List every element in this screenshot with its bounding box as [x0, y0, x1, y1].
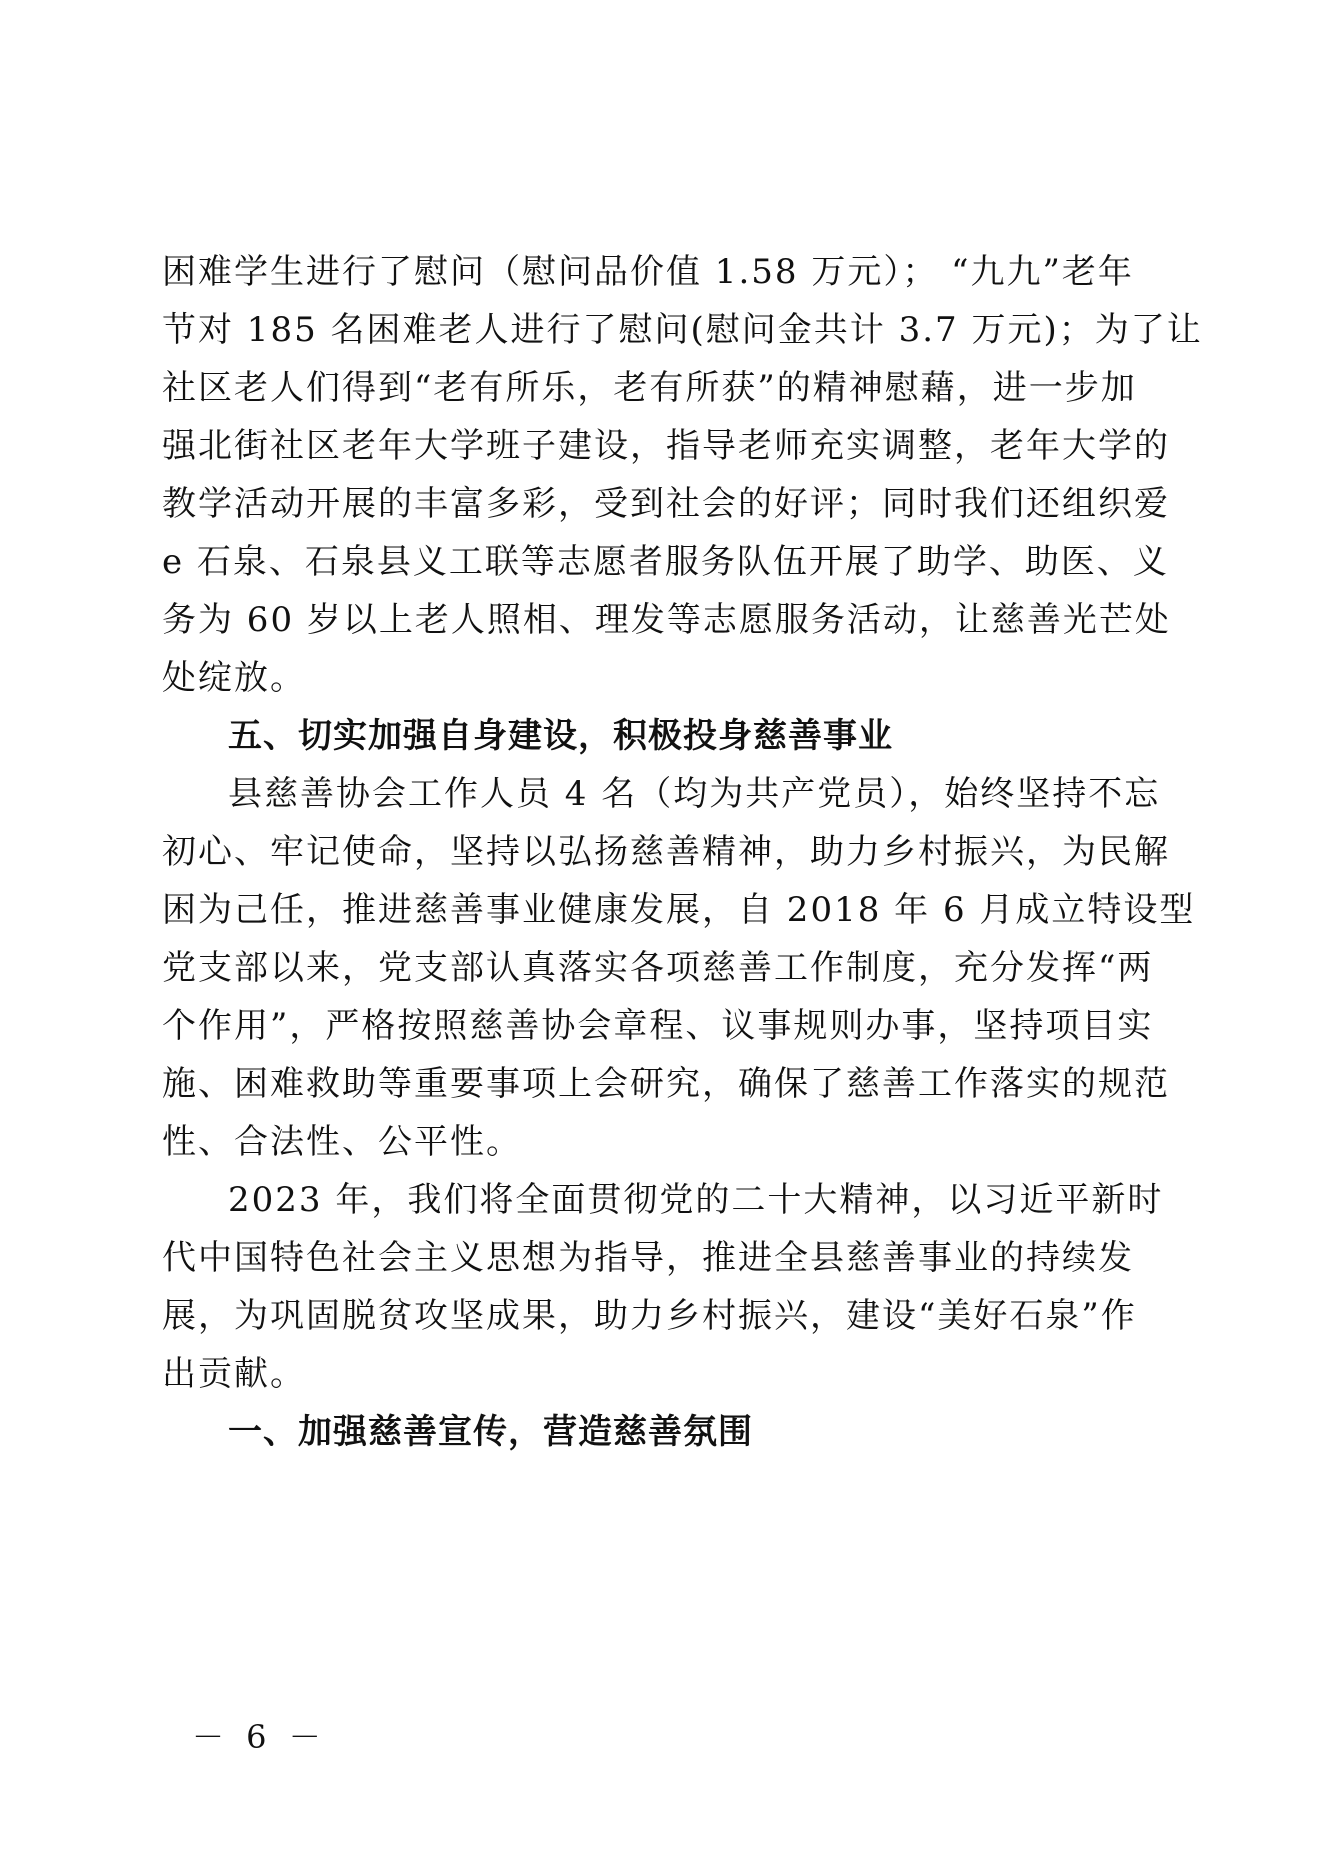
body-text-line: 初心、牢记使命，坚持以弘扬慈善精神，助力乡村振兴，为民解 — [162, 832, 1170, 872]
body-text-line: 党支部以来，党支部认真落实各项慈善工作制度，充分发挥“两 — [162, 948, 1154, 988]
paragraph-first-line: 2023 年，我们将全面贯彻党的二十大精神，以习近平新时 — [228, 1180, 1164, 1220]
body-text-line: 代中国特色社会主义思想为指导，推进全县慈善事业的持续发 — [162, 1238, 1134, 1278]
paragraph-first-line: 县慈善协会工作人员 4 名（均为共产党员），始终坚持不忘 — [228, 774, 1161, 814]
body-text-line: 出贡献。 — [162, 1354, 306, 1394]
page-number: － 6 － — [192, 1718, 327, 1756]
body-text-line: 施、困难救助等重要事项上会研究，确保了慈善工作落实的规范 — [162, 1064, 1170, 1104]
body-text-line: 展，为巩固脱贫攻坚成果，助力乡村振兴，建设“美好石泉”作 — [162, 1296, 1137, 1336]
body-text-line: e 石泉、石泉县义工联等志愿者服务队伍开展了助学、助医、义 — [162, 542, 1169, 582]
body-text-line: 困为己任，推进慈善事业健康发展，自 2018 年 6 月成立特设型 — [162, 890, 1196, 930]
body-text-line: 教学活动开展的丰富多彩，受到社会的好评；同时我们还组织爱 — [162, 484, 1170, 524]
body-text-line: 困难学生进行了慰问（慰问品价值 1.58 万元）； “九九”老年 — [162, 252, 1134, 292]
body-text-line: 强北街社区老年大学班子建设，指导老师充实调整，老年大学的 — [162, 426, 1170, 466]
body-text-line: 务为 60 岁以上老人照相、理发等志愿服务活动，让慈善光芒处 — [162, 600, 1171, 640]
body-text-line: 社区老人们得到“老有所乐，老有所获”的精神慰藉，进一步加 — [162, 368, 1137, 408]
section-heading: 一、加强慈善宣传，营造慈善氛围 — [228, 1412, 753, 1452]
section-heading: 五、切实加强自身建设，积极投身慈善事业 — [228, 716, 893, 756]
body-text-line: 性、合法性、公平性。 — [162, 1122, 522, 1162]
body-text-line: 个作用”，严格按照慈善协会章程、议事规则办事，坚持项目实 — [162, 1006, 1154, 1046]
body-text-line: 处绽放。 — [162, 658, 306, 698]
body-text-line: 节对 185 名困难老人进行了慰问(慰问金共计 3.7 万元)；为了让 — [162, 310, 1203, 350]
